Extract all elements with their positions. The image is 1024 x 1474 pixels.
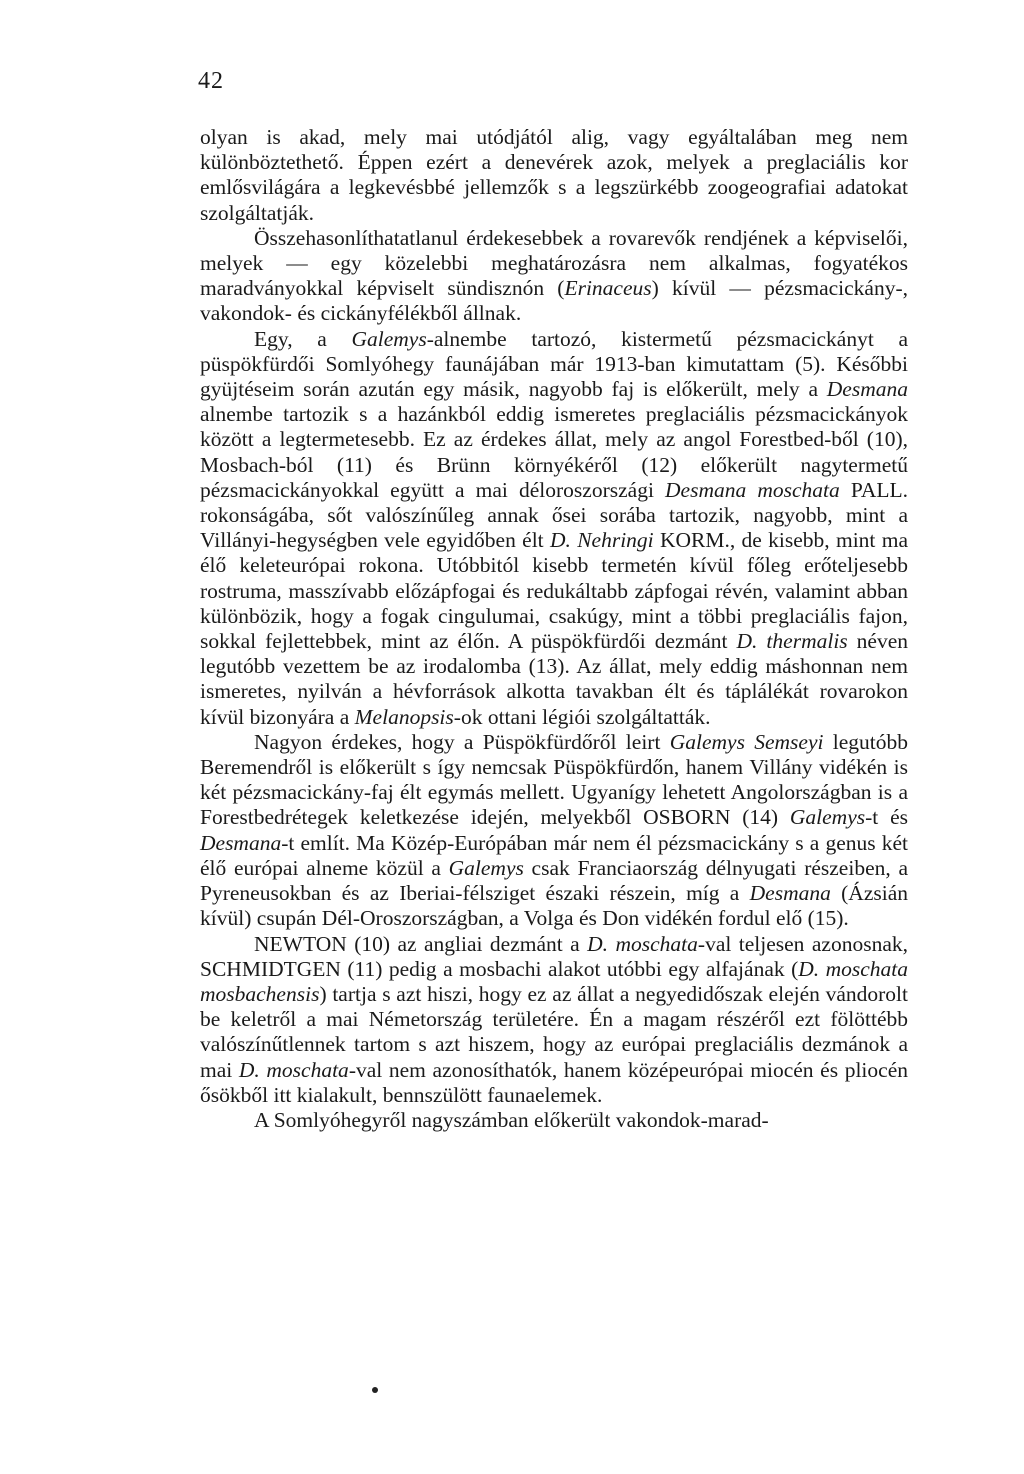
- italic-run: Desmana: [200, 830, 282, 855]
- paragraph-4: [200, 730, 908, 932]
- italic-run: D. moschata: [587, 931, 698, 956]
- text-run: néven legutóbb vezettem be az irodalomba (13). Az állat, mely eddig máshonnan nem ismeretes, nyilván a hévforrások alkotta tavakban élt és táplálékát rovarokon kívül bizonyára a: [200, 629, 908, 729]
- paragraph-6: [200, 1108, 908, 1133]
- italic-run: D. moschata mosbachensis: [200, 956, 909, 1006]
- text-run: legutóbb Beremendről is előkerült s így nemcsak Püspökfürdőn, hanem Villány vidékén is két pézsmacickány-faj élt egymás mellett. Ugyanígy lehetett Angolországban is a Forestbedrétegek keletkezése idején, melyekből OSBORN (14): [200, 729, 909, 830]
- text-run: ) kívül — pézsmacickány-, vakondok- és cickányfélékből állnak.: [200, 276, 908, 326]
- paragraph-1: [200, 125, 908, 226]
- text-run: A Somlyóhegyről nagyszámban előkerült vakondok-marad-: [254, 1107, 769, 1132]
- italic-run: Galemys: [448, 855, 524, 880]
- text-run: -ok ottani légiói szolgáltatták.: [453, 704, 711, 729]
- text-run: NEWTON (10) az angliai dezmánt a: [254, 931, 588, 956]
- text-run: PALL. rokonságába, sőt valószínűleg annak ősei sorába tartozik, nagyobb, mint a Villányi-hegységben vele egyidőben élt: [200, 477, 909, 553]
- body-text: [200, 125, 908, 1133]
- text-run: csak Franciaország délnyugati részeiben, a Pyreneusokban és az Iberiai-félsziget északi részein, míg a: [200, 855, 908, 906]
- text-run: ) tartja s azt hiszi, hogy ez az állat a negyedidőszak elején vándorolt be keletről a mai Németország területére. Én a magam részéről ezt fölöttébb valószínűtlennek tartom s azt hiszem, hogy az európai preglaciális dezmánok a mai: [200, 981, 908, 1082]
- italic-run: Galemys: [351, 326, 427, 351]
- text-run: -alnembe tartozó, kistermetű pézsmacickányt a püspökfürdői Somlyóhegy faunájában már 1913-ban kimutattam (5). Későbbi gyüjtéseim során azután egy másik, nagyobb faj is előkerült, mely a: [200, 326, 908, 402]
- paragraph-3: [200, 327, 908, 730]
- text-run: Nagyon érdekes, hogy a Püspökfürdőről leirt: [254, 729, 670, 754]
- italic-run: Galemys Semseyi: [669, 729, 824, 754]
- text-run: Egy, a: [254, 326, 352, 351]
- page-number: 42: [198, 68, 224, 94]
- paragraph-5: [200, 932, 908, 1108]
- text-run: Összehasonlíthatatlanul érdekesebbek a rovarevők rendjének a képviselői, melyek — egy közelebbi meghatározásra nem alkalmas, fogyatékos maradványokkal képviselt sündisznón (: [200, 225, 908, 301]
- italic-run: D. moschata: [238, 1057, 349, 1082]
- italic-run: D. thermalis: [736, 629, 848, 654]
- ink-speck: [372, 1387, 378, 1393]
- italic-run: Erinaceus: [564, 276, 652, 301]
- text-run: olyan is akad, mely mai utódjától alig, vagy egyáltalában meg nem különböztethető. Éppen ezért a denevérek azok, melyek a preglaciális kor emlősvilágára a legkevésbbé jellemzők s a legszürkébb zoogeografiai adatokat szolgáltatják.: [200, 125, 908, 225]
- text-run: -t és: [865, 805, 908, 830]
- italic-run: Galemys: [789, 805, 866, 830]
- text-run: -t említ. Ma Közép-Európában már nem él pézsmacickány s a genus két élő európai alneme közül a: [200, 830, 908, 880]
- italic-run: Desmana: [826, 377, 908, 402]
- italic-run: Desmana: [749, 881, 831, 906]
- text-run: (Ázsián kívül) csupán Dél-Oroszországban, a Volga és Don vidékén fordul elő (15).: [200, 881, 908, 931]
- text-run: -val nem azonosíthatók, hanem középeurópai miocén és pliocén ősökből itt kialakult, bennszülött faunaelemek.: [200, 1057, 908, 1107]
- paragraph-2: [200, 226, 908, 327]
- text-run: KORM., de kisebb, mint ma élő keleteurópai rokona. Utóbbitól kisebb termetén kívül főleg erőteljesebb rostruma, masszívabb előzápfogai és redukáltabb zápfogai révén, valamint abban különbözik, hogy a fogak cingulumai, csakúgy, mint a többi preglaciális fajon, sokkal fejlettebbek, mint az élőn. A püspökfürdői dezmánt: [200, 528, 908, 654]
- text-run: -val teljesen azonosnak, SCHMIDTGEN (11) pedig a mosbachi alakot utóbbi egy alfajának (: [200, 931, 908, 981]
- italic-run: Desmana moschata: [665, 477, 840, 502]
- italic-run: D. Nehringi: [549, 528, 654, 553]
- italic-run: Melanopsis: [354, 704, 454, 729]
- text-run: alnembe tartozik s a hazánkból eddig ismeretes preglaciális pézsmacickányok között a legtermetesebb. Ez az érdekes állat, mely az angol Forestbed-ből (10), Mosbach-ból (11) és Brünn környékéről (12) előkerült nagytermetű pézsmacickányokkal együtt a mai déloroszországi: [200, 402, 908, 502]
